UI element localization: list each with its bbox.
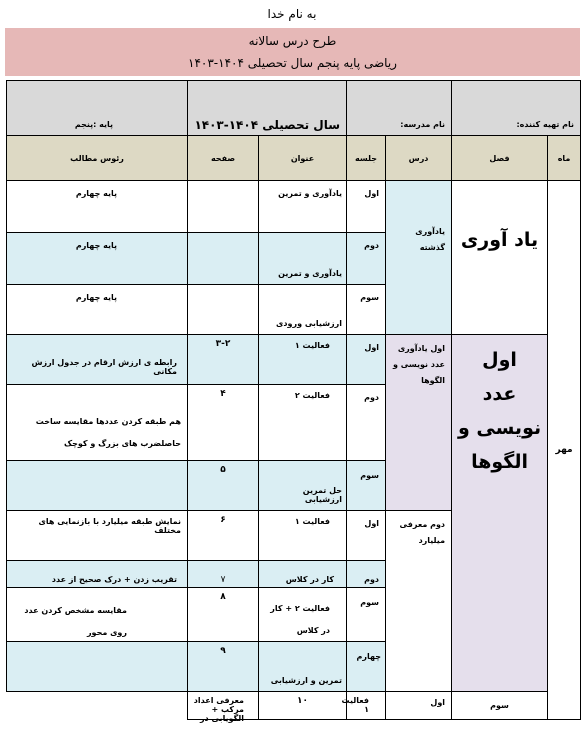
chapter-first-line2: عدد نویسی و <box>457 383 542 439</box>
page-number: ۳-۲ <box>215 339 231 349</box>
title-label: فعالیت ۲ + کار در کلاس <box>270 604 331 635</box>
lesson-plan-table <box>6 80 581 723</box>
title-label: حل تمرین ارزشیابی <box>302 486 343 504</box>
title-cell <box>259 561 347 588</box>
page-cell <box>188 335 259 385</box>
title-banner <box>5 28 580 76</box>
topic-cell <box>7 335 188 385</box>
topic-text: هم طبقه کردن عددها مقایسه ساخت حاصلضرب های بزرگ و کوچک <box>35 417 181 448</box>
page-cell <box>188 511 259 561</box>
topic-cell <box>7 561 188 588</box>
page-number: ۷ <box>220 575 226 585</box>
page-cell <box>188 233 259 285</box>
topic-text: مقایسه مشخص کردن عدد روی محور <box>24 606 127 637</box>
topic-cell <box>7 385 188 461</box>
session-cell <box>347 561 386 588</box>
chapter-review: یاد آوری <box>460 229 539 251</box>
lesson-first: اول یادآوری عدد نویسی و الگوها <box>393 344 446 385</box>
page-cell <box>188 285 259 335</box>
year-label: سال تحصیلی ۱۴۰۴-۱۴۰۳ <box>194 118 341 132</box>
table-row <box>7 181 581 233</box>
topic-cell <box>7 642 188 692</box>
session-label: اول <box>364 343 380 352</box>
lesson-review-cell <box>386 181 452 335</box>
page-cell <box>188 561 259 588</box>
table-row <box>7 335 581 385</box>
page-number: ۶ <box>220 515 226 525</box>
chapter-review-cell <box>452 181 548 335</box>
grade-cell <box>7 81 188 136</box>
title-cell <box>259 642 347 692</box>
page-cell <box>188 642 259 692</box>
topic-text: پایه چهارم <box>75 241 117 250</box>
title-cell <box>259 385 347 461</box>
session-cell <box>386 692 452 720</box>
chapter-first <box>452 343 547 479</box>
page-number: ۵ <box>220 465 226 475</box>
col-topics: رئوس مطالب <box>7 136 188 181</box>
bismillah-heading: به نام خدا <box>267 7 317 21</box>
chapter-first-line1: اول <box>482 349 517 371</box>
month-cell <box>548 181 581 720</box>
page-cell <box>188 181 259 233</box>
session-label: اول <box>430 698 446 707</box>
topic-cell <box>7 233 188 285</box>
school-cell <box>347 81 452 136</box>
session-cell <box>347 385 386 461</box>
table-row <box>7 692 581 720</box>
session-cell <box>347 181 386 233</box>
year-cell <box>188 81 347 136</box>
session-label: دوم <box>364 241 380 250</box>
title-label: ارزشیابی ورودی <box>276 319 343 328</box>
session-cell <box>347 642 386 692</box>
col-month: ماه <box>548 136 581 181</box>
preparer-label: نام تهیه کننده: <box>516 120 575 129</box>
chapter-first-line3: الگوها <box>471 451 528 473</box>
plan-title: طرح درس سالانه <box>248 34 337 48</box>
topic-text: نمایش طبقه میلیارد با بازنمایی های مختلف <box>38 517 181 535</box>
session-label: دوم <box>364 393 380 402</box>
topic-cell <box>7 588 188 642</box>
session-label: اول <box>364 189 380 198</box>
lesson-second: دوم معرفی میلیارد <box>399 520 446 545</box>
title-label: تمرین و ارزشیابی <box>270 676 343 685</box>
page-number: ۸ <box>220 592 226 602</box>
school-label: نام مدرسه: <box>400 120 446 129</box>
topic-text: پایه چهارم <box>75 293 117 302</box>
title-cell <box>259 233 347 285</box>
page-cell <box>188 588 259 642</box>
lesson-second-cell <box>386 511 452 692</box>
title-label: یادآوری و تمرین <box>278 189 343 198</box>
col-session: جلسه <box>347 136 386 181</box>
title-cell <box>341 692 386 720</box>
session-label: اول <box>364 519 380 528</box>
title-cell <box>259 285 347 335</box>
lesson-third: سوم <box>490 701 509 710</box>
page-cell <box>188 385 259 461</box>
preparer-cell <box>452 81 581 136</box>
col-chapter: فصل <box>452 136 548 181</box>
title-label: کار در کلاس <box>285 575 335 584</box>
column-header-row <box>7 136 581 181</box>
title-label: فعالیت ۲ <box>294 391 331 400</box>
lesson-review: یادآوری گذشته <box>415 226 446 252</box>
topic-text: تقریب زدن + درک صحیح از عدد <box>51 575 177 584</box>
topic-text: معرفی اعداد مرکب + الگویابی در <box>193 696 245 723</box>
topic-cell <box>188 692 259 723</box>
title-label: فعالیت ۱ <box>294 517 331 526</box>
title-cell <box>259 181 347 233</box>
plan-subtitle: ریاضی پایه پنجم سال تحصیلی ۱۴۰۴-۱۴۰۳ <box>188 56 397 70</box>
page-number: ۱۰ <box>297 696 309 706</box>
month-value: مهر <box>555 445 573 455</box>
session-label: دوم <box>364 575 380 584</box>
title-label: فعالیت ۱ <box>294 341 331 350</box>
lesson-third-cell <box>452 692 548 720</box>
session-cell <box>347 285 386 335</box>
session-label: سوم <box>360 598 380 607</box>
info-row <box>7 81 581 136</box>
chapter-first-cell <box>452 335 548 692</box>
title-cell <box>259 511 347 561</box>
topic-cell <box>7 461 188 511</box>
title-cell <box>259 461 347 511</box>
title-label: فعالیت ۱ <box>341 696 370 714</box>
topic-cell <box>7 285 188 335</box>
grade-label: پایه :پنجم <box>74 120 113 129</box>
lesson-first-cell <box>386 335 452 511</box>
session-label: چهارم <box>356 652 382 661</box>
session-cell <box>347 461 386 511</box>
topic-text: رابطه ی ارزش ارقام در جدول ارزش مکانی <box>31 358 177 376</box>
topic-cell <box>7 181 188 233</box>
session-cell <box>347 233 386 285</box>
page-number: ۴ <box>220 389 226 399</box>
page-cell <box>259 692 347 720</box>
col-page: صفحه <box>188 136 259 181</box>
session-label: سوم <box>360 293 380 302</box>
col-title: عنوان <box>259 136 347 181</box>
session-cell <box>347 588 386 642</box>
session-cell <box>347 335 386 385</box>
page-cell <box>188 461 259 511</box>
col-lesson: درس <box>386 136 452 181</box>
topic-text: پایه چهارم <box>75 189 117 198</box>
title-label: یادآوری و تمرین <box>278 269 343 278</box>
page-number: ۹ <box>220 646 226 656</box>
session-cell <box>347 511 386 561</box>
title-cell <box>259 335 347 385</box>
session-label: سوم <box>360 471 380 480</box>
title-cell <box>259 588 347 642</box>
topic-cell <box>7 511 188 561</box>
